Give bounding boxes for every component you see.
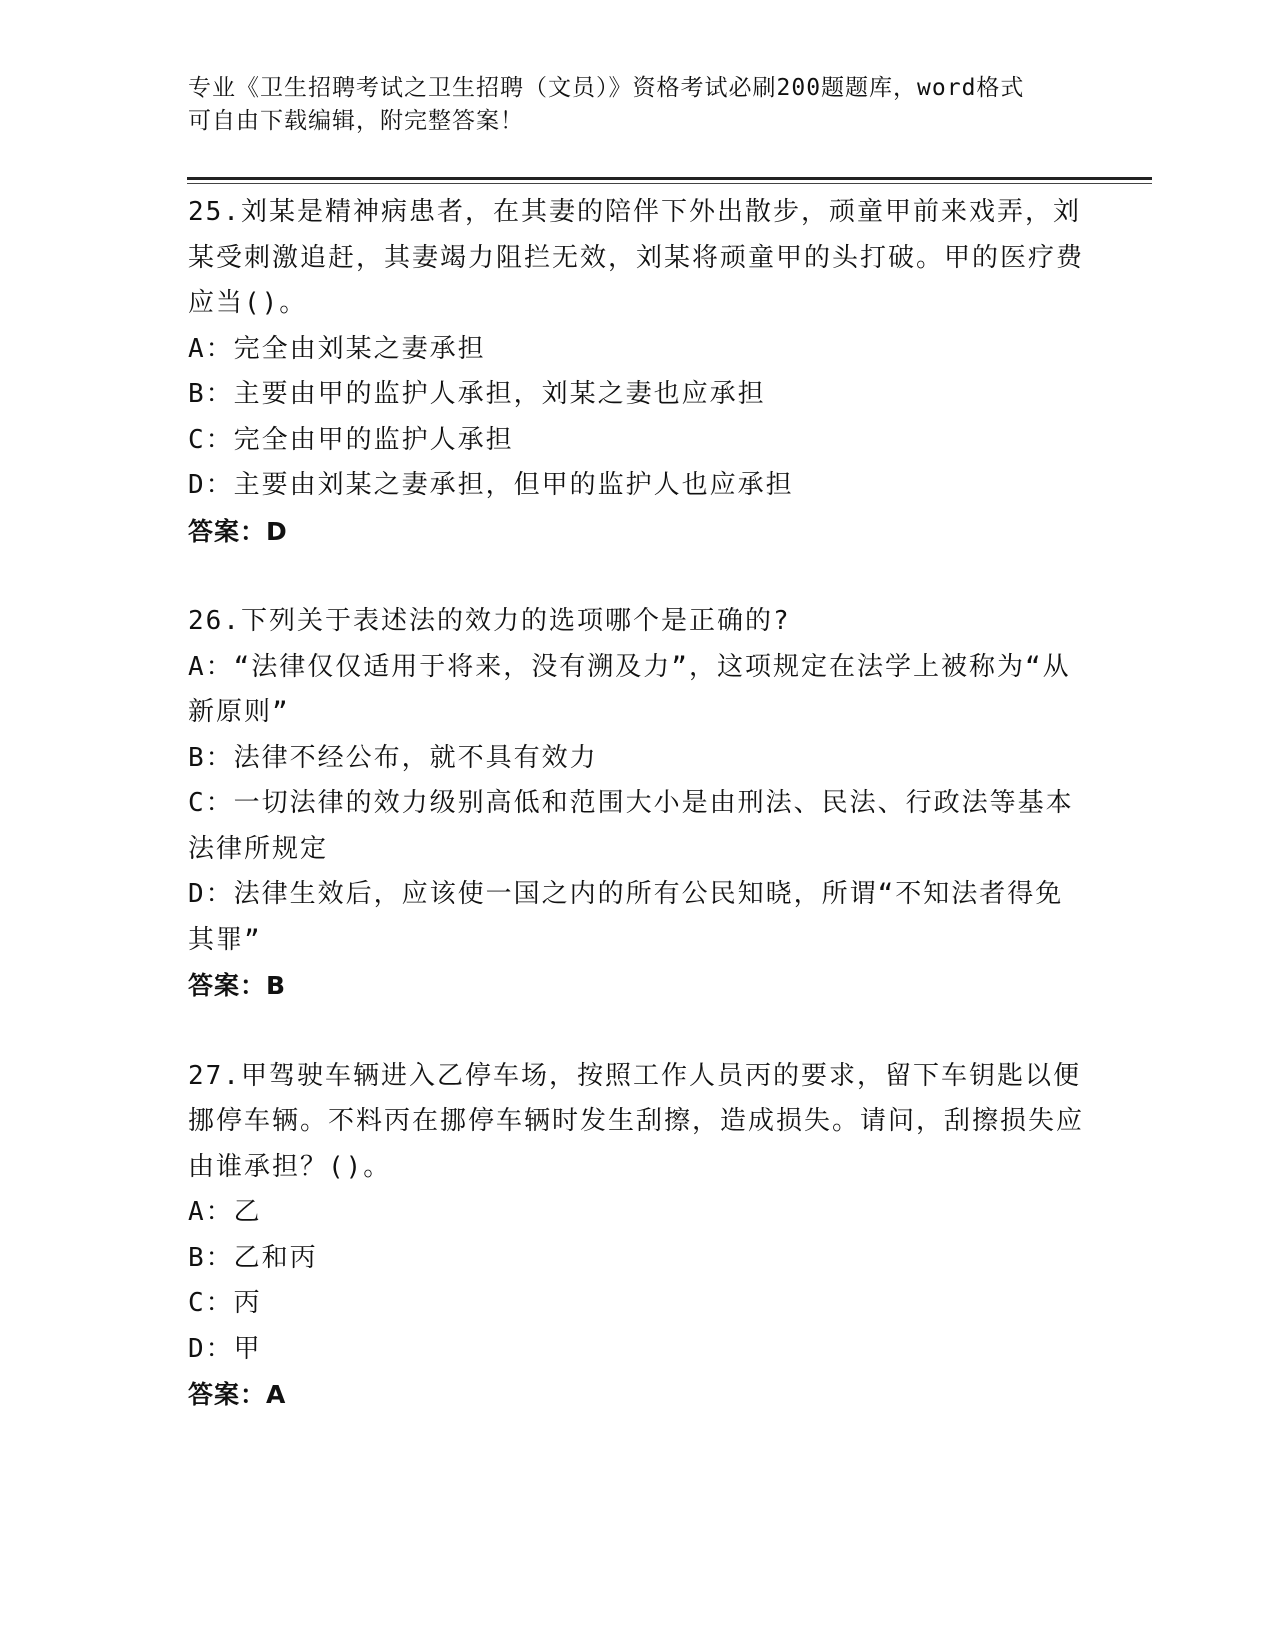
option-c: C：一切法律的效力级别高低和范围大小是由刑法、民法、行政法等基本法律所规定 xyxy=(188,788,1074,864)
option-c: C：丙 xyxy=(188,1288,262,1318)
option-a: A：“法律仅仅适用于将来，没有溯及力”，这项规定在法学上被称为“从新原则” xyxy=(188,651,1071,727)
answer-label: 答案： xyxy=(188,516,267,546)
option-d: D：甲 xyxy=(188,1333,262,1364)
answer-line xyxy=(188,509,1088,555)
answer-value: A xyxy=(266,1380,287,1409)
answer-value: B xyxy=(266,971,287,1000)
answer-label: 答案： xyxy=(188,1380,267,1409)
question-stem: 27.甲驾驶车辆进入乙停车场，按照工作人员丙的要求，留下车钥匙以便挪停车辆。不料丙在挪停车辆时发生刮擦，造成损失。请问，刮擦损失应由谁承担？()。 xyxy=(188,1060,1085,1182)
document-header xyxy=(188,72,1068,138)
option-b: B：主要由甲的监护人承担，刘某之妻也应承担 xyxy=(188,379,766,409)
option-b: B：乙和丙 xyxy=(188,1242,318,1273)
header-divider-thick xyxy=(187,177,1152,180)
option-b: B：法律不经公布，就不具有效力 xyxy=(188,742,598,773)
option-a: A：完全由刘某之妻承担 xyxy=(188,333,486,364)
question-26 xyxy=(188,599,1088,1009)
question-25 xyxy=(188,190,1088,554)
answer-label: 答案： xyxy=(188,971,267,1000)
header-divider-thin xyxy=(187,183,1152,184)
header-line-1: 专业《卫生招聘考试之卫生招聘（文员）》资格考试必刷200题题库，word格式 xyxy=(188,75,1025,101)
answer-value: D xyxy=(266,516,288,546)
question-list xyxy=(188,190,1088,1418)
option-a: A：乙 xyxy=(188,1197,262,1227)
answer-line xyxy=(188,1372,1088,1418)
answer-line xyxy=(188,963,1088,1009)
question-stem: 26.下列关于表述法的效力的选项哪个是正确的? xyxy=(188,606,791,636)
option-d: D：法律生效后，应该使一国之内的所有公民知晓，所谓“不知法者得免其罪” xyxy=(188,879,1064,955)
header-line-2: 可自由下载编辑，附完整答案！ xyxy=(188,108,524,134)
question-stem: 25.刘某是精神病患者，在其妻的陪伴下外出散步，顽童甲前来戏弄，刘某受刺激追赶，其妻竭力阻拦无效，刘某将顽童甲的头打破。甲的医疗费应当()。 xyxy=(188,197,1085,318)
option-c: C：完全由甲的监护人承担 xyxy=(188,424,514,455)
question-27 xyxy=(188,1054,1088,1418)
option-d: D：主要由刘某之妻承担，但甲的监护人也应承担 xyxy=(188,470,794,500)
